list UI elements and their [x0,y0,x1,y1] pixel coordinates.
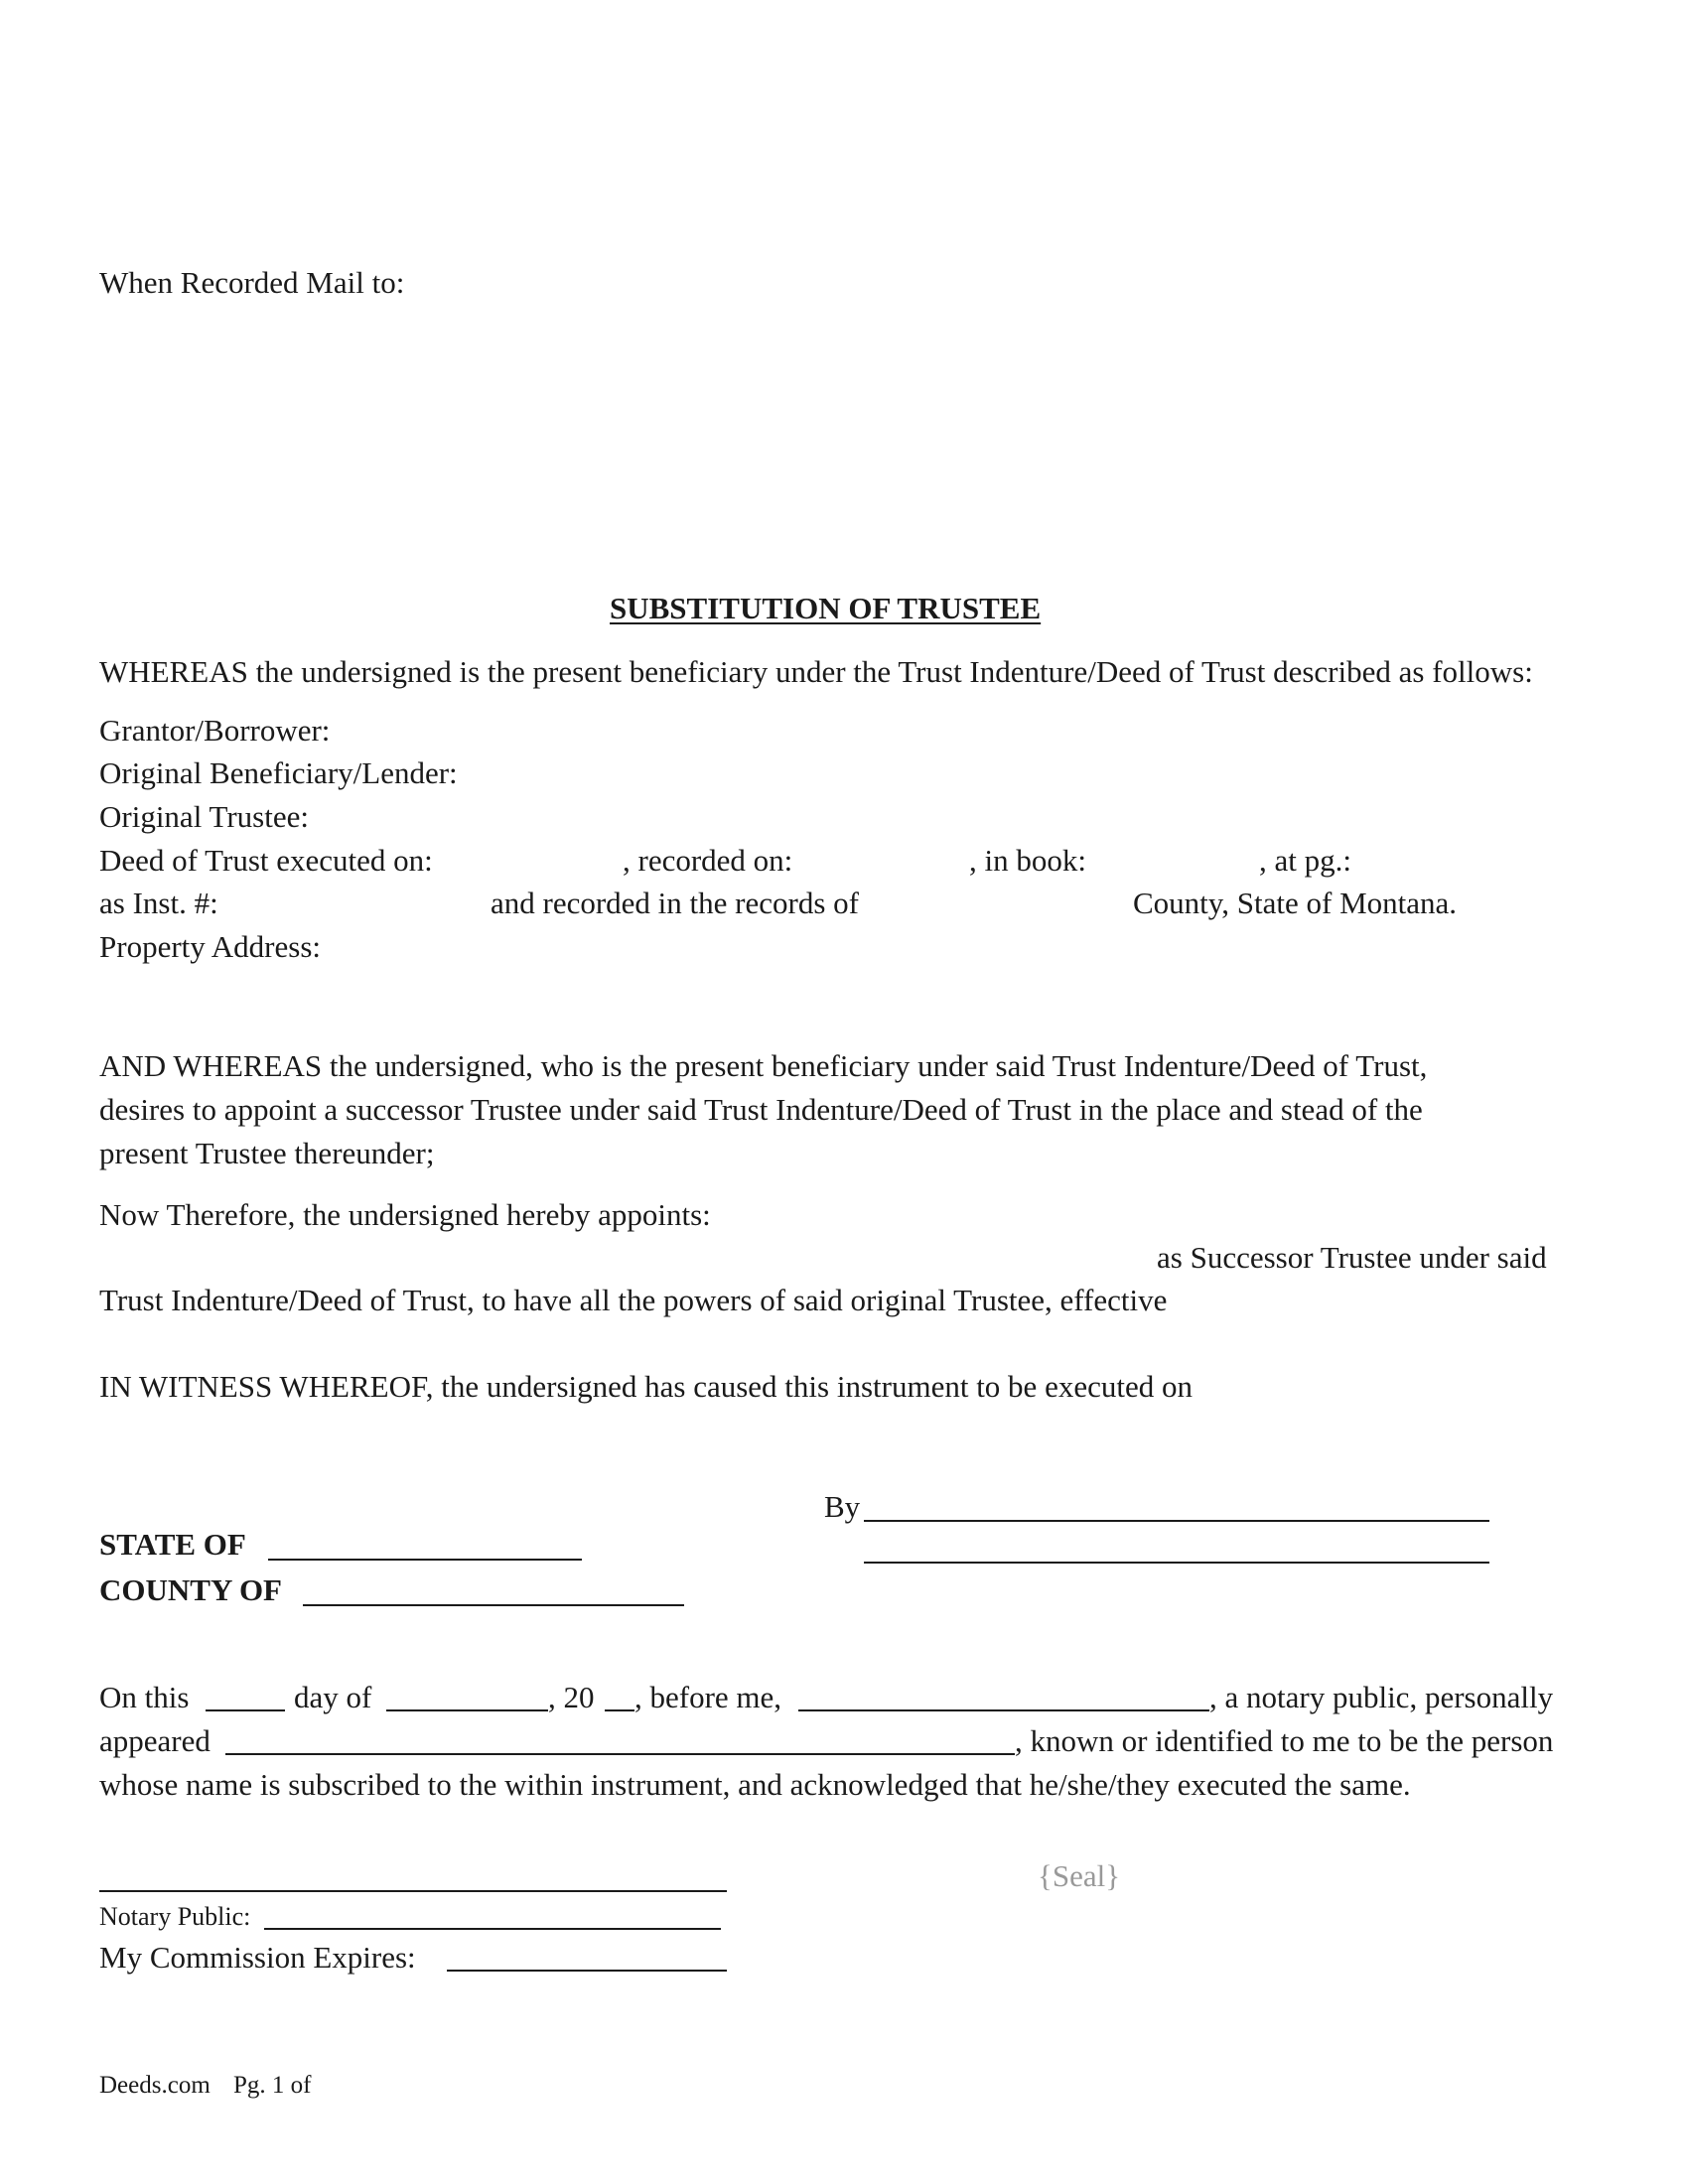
commission-expires-label: My Commission Expires: [99,1940,416,1975]
property-address-label: Property Address: [99,929,322,964]
powers-text: Trust Indenture/Deed of Trust, to have all the powers of said original Trustee, effective [99,1283,1168,1317]
original-trustee-label: Original Trustee: [99,799,309,834]
day-of-label: day of [294,1680,372,1714]
state-of-label: STATE OF [99,1527,246,1562]
appoints-intro: Now Therefore, the undersigned hereby appoints: [99,1197,711,1232]
month-line[interactable] [386,1709,548,1711]
and-whereas-line-1: AND WHEREAS the undersigned, who is the present beneficiary under said Trust Indenture/Deed of Trust, [99,1048,1428,1083]
county-of-label: COUNTY OF [99,1572,282,1607]
before-me-label: , before me, [634,1680,782,1714]
day-line[interactable] [206,1709,285,1711]
and-whereas-line-3: present Trustee thereunder; [99,1136,435,1170]
on-this-label: On this [99,1680,190,1714]
and-whereas-line-2: desires to appoint a successor Trustee under said Trust Indenture/Deed of Trust in the place and stead of the [99,1092,1423,1127]
county-of-line[interactable] [303,1604,684,1606]
mail-to-label: When Recorded Mail to: [99,265,405,300]
by-label: By [824,1489,861,1524]
in-book-label: , in book: [969,843,1086,878]
notary-public-line[interactable] [264,1928,721,1930]
seal-placeholder: {Seal} [1038,1858,1121,1893]
recorded-on-label: , recorded on: [623,843,793,878]
recorded-records-label: and recorded in the records of [491,886,859,920]
notary-public-label: Notary Public: [99,1902,251,1931]
known-identified-label: , known or identified to me to be the person [1015,1723,1554,1758]
witness-text: IN WITNESS WHEREOF, the undersigned has caused this instrument to be executed on [99,1369,1193,1404]
appeared-name-line[interactable] [225,1753,1015,1755]
footer-page: Pg. 1 of [233,2072,312,2099]
original-beneficiary-label: Original Beneficiary/Lender: [99,755,458,790]
year-prefix-label: , 20 [548,1680,595,1714]
deed-executed-label: Deed of Trust executed on: [99,843,433,878]
grantor-label: Grantor/Borrower: [99,713,331,748]
acknowledgment-line-3: whose name is subscribed to the within instrument, and acknowledged that he/she/they executed the same. [99,1767,1411,1802]
inst-number-label: as Inst. #: [99,886,218,920]
footer-brand: Deeds.com [99,2072,211,2099]
state-of-line[interactable] [268,1559,582,1561]
at-page-label: , at pg.: [1259,843,1351,878]
notary-name-line[interactable] [798,1709,1209,1711]
document-title: SUBSTITUTION OF TRUSTEE [610,591,1042,625]
appeared-label: appeared [99,1723,211,1758]
year-line[interactable] [605,1709,634,1711]
notary-signature-line[interactable] [99,1890,727,1892]
notary-personally-label: , a notary public, personally [1209,1680,1554,1714]
signature-line[interactable] [864,1520,1489,1522]
successor-trustee-text: as Successor Trustee under said [1157,1240,1547,1275]
county-state-label: County, State of Montana. [1133,886,1458,920]
commission-expires-line[interactable] [447,1970,727,1972]
intro-paragraph: WHEREAS the undersigned is the present beneficiary under the Trust Indenture/Deed of Trust described as follows: [99,654,1533,689]
signer-name-line[interactable] [864,1562,1489,1564]
